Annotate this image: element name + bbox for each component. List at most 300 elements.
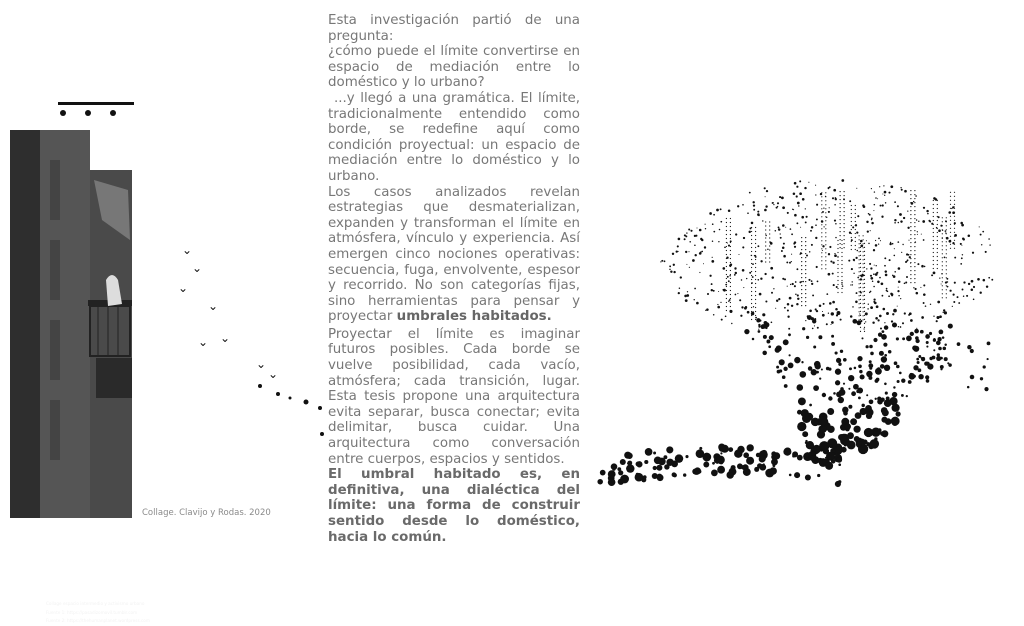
- dot: [728, 447, 733, 452]
- dot: [907, 210, 908, 211]
- dot: [855, 213, 856, 214]
- dot: [730, 218, 731, 219]
- dot: [787, 309, 789, 311]
- dot: [876, 265, 877, 266]
- dot: [863, 299, 864, 300]
- dot: [860, 311, 861, 312]
- collage-caption: Collage. Clavijo y Rodas. 2020: [142, 508, 271, 518]
- dot: [914, 190, 915, 191]
- dot: [686, 232, 687, 233]
- dot: [788, 333, 791, 336]
- dot: [813, 385, 819, 391]
- dot: [917, 263, 919, 265]
- text-column: [328, 13, 580, 545]
- dot: [848, 375, 854, 381]
- dot: [888, 295, 890, 297]
- dot: [769, 257, 770, 258]
- dot: [879, 315, 882, 318]
- dot: [862, 204, 864, 206]
- dot: [973, 286, 975, 288]
- dot: [930, 304, 931, 305]
- dot: [844, 423, 851, 430]
- dot: [825, 216, 826, 217]
- dot: [880, 205, 882, 207]
- dot: [769, 237, 770, 238]
- dot: [832, 273, 834, 275]
- dot: [916, 292, 919, 295]
- dot: [829, 207, 830, 208]
- dot: [754, 467, 759, 472]
- dot: [783, 255, 786, 258]
- dot: [806, 336, 809, 339]
- dot: [758, 330, 761, 333]
- dot: [873, 273, 875, 275]
- dot: [808, 279, 810, 281]
- dot: [946, 217, 947, 218]
- dot: [717, 304, 718, 305]
- dot: [884, 365, 890, 371]
- dot: [786, 261, 788, 263]
- dot: [933, 212, 934, 213]
- dot: [755, 235, 756, 236]
- dot: [968, 283, 970, 285]
- dot: [779, 369, 782, 372]
- dot: [789, 262, 791, 264]
- dot: [726, 282, 727, 283]
- dot: [844, 223, 845, 224]
- dot: [848, 388, 850, 390]
- dot: [778, 226, 780, 228]
- dot: [825, 200, 826, 201]
- dot: [910, 214, 911, 215]
- dot: [874, 437, 877, 440]
- dot: [882, 295, 884, 297]
- dot: [988, 277, 990, 279]
- dot: [664, 464, 669, 469]
- dot: [864, 303, 865, 304]
- dot: [924, 266, 926, 268]
- dot: [755, 287, 756, 288]
- dot: [801, 249, 802, 250]
- dot: [987, 358, 989, 360]
- dot: [726, 306, 727, 307]
- dot: [892, 392, 897, 397]
- dot: [926, 341, 929, 344]
- dot: [855, 225, 856, 226]
- dot: [933, 220, 934, 221]
- dot: [910, 250, 911, 251]
- dot: [728, 209, 731, 212]
- dot: [884, 354, 887, 357]
- dot: [954, 240, 955, 241]
- dot: [705, 228, 706, 229]
- dot: [942, 241, 943, 242]
- dot: [954, 248, 955, 249]
- dot: [769, 467, 776, 474]
- dot: [765, 237, 766, 238]
- dot: [666, 446, 673, 453]
- dot: [917, 361, 920, 364]
- dot: [901, 394, 904, 397]
- dot: [825, 220, 826, 221]
- dot: [751, 239, 752, 240]
- dot: [942, 253, 943, 254]
- dot: [689, 241, 691, 243]
- dot: [948, 324, 953, 329]
- dot: [718, 291, 719, 292]
- dot: [828, 211, 830, 213]
- dot: [873, 210, 874, 211]
- dot: [805, 245, 806, 246]
- dot: [855, 229, 856, 230]
- dot: [851, 213, 852, 214]
- dot: [817, 458, 821, 462]
- dot: [856, 188, 857, 189]
- dot: [951, 208, 952, 209]
- dot: [859, 235, 860, 236]
- dot: [916, 358, 919, 361]
- dot: [860, 291, 861, 292]
- dot: [626, 464, 634, 472]
- paragraph-text: Los casos analizados revelan estrategias que desmaterializan, expanden y transforman el límite en atmósfera, vínculo y experiencia. Así emergen cinco nociones operativas: secuencia, fuga, envolvente, espesor y recorrido. No son categorías fijas, sino herramientas para pensar y proyectar: [328, 184, 580, 325]
- dot: [910, 218, 911, 219]
- dot: [860, 295, 861, 296]
- dot: [954, 244, 955, 245]
- dot: [887, 290, 889, 292]
- dot: [910, 262, 911, 263]
- dot: [906, 276, 908, 278]
- dot: [782, 278, 784, 280]
- dot: [751, 259, 752, 260]
- dot: [898, 287, 899, 288]
- dot: [762, 351, 767, 356]
- dot: [914, 282, 915, 283]
- dot: [795, 293, 797, 295]
- dot: [801, 361, 803, 363]
- dot: [859, 279, 860, 280]
- dot: [910, 278, 911, 279]
- dot: [863, 295, 864, 296]
- dot: [793, 243, 795, 245]
- dot: [910, 270, 911, 271]
- dot: [910, 258, 911, 259]
- dot: [656, 465, 662, 471]
- dot: [910, 202, 911, 203]
- dot: [840, 247, 841, 248]
- dot: [822, 314, 825, 317]
- dot: [797, 202, 800, 205]
- dot: [796, 222, 798, 224]
- dot: [879, 277, 881, 279]
- dot: [982, 231, 984, 233]
- dot: [801, 285, 802, 286]
- dot: [802, 327, 805, 330]
- dot: [900, 220, 902, 222]
- dot: [942, 233, 943, 234]
- dot: [783, 367, 787, 371]
- dot: [907, 227, 909, 229]
- dot: [762, 313, 765, 316]
- dot: [755, 243, 756, 244]
- dot: [859, 247, 860, 248]
- dot: [858, 364, 862, 368]
- dot: [777, 206, 778, 207]
- dot: [816, 371, 819, 374]
- dot: [867, 308, 869, 310]
- dot: [877, 367, 880, 370]
- dot: [711, 283, 713, 285]
- dot: [765, 225, 766, 226]
- dot: [703, 263, 704, 264]
- dot: [918, 221, 919, 222]
- dot: [844, 227, 845, 228]
- dot: [726, 286, 727, 287]
- dot: [879, 351, 884, 356]
- dot: [970, 375, 975, 380]
- dot: [857, 215, 859, 217]
- dot: [914, 266, 915, 267]
- dot: [718, 241, 719, 242]
- dot: [901, 189, 903, 191]
- dot: [882, 204, 884, 206]
- dot: [841, 447, 847, 453]
- dot: [837, 240, 838, 241]
- dot: [918, 355, 921, 358]
- dot: [782, 247, 785, 250]
- dot: [780, 237, 782, 239]
- dot: [755, 251, 756, 252]
- dot: [842, 285, 844, 287]
- dot: [923, 293, 926, 296]
- dot: [885, 392, 888, 395]
- dot: [775, 347, 781, 353]
- dot: [734, 274, 736, 276]
- dot: [726, 234, 727, 235]
- dot: [847, 432, 854, 439]
- dot: [703, 462, 709, 468]
- dot: [685, 455, 688, 458]
- dot: [751, 243, 752, 244]
- dot: [794, 246, 796, 248]
- dot: [946, 297, 947, 298]
- dot: [721, 319, 723, 321]
- dot: [875, 398, 877, 400]
- dot: [805, 297, 806, 298]
- dot: [801, 265, 802, 266]
- dot: [791, 261, 792, 262]
- dot: [946, 245, 947, 246]
- dot: [730, 266, 731, 267]
- dot: [798, 397, 806, 405]
- dot: [840, 191, 841, 192]
- dot: [940, 365, 944, 369]
- dot: [672, 253, 674, 255]
- dot: [791, 305, 793, 307]
- dot: [937, 200, 938, 201]
- dot: [789, 354, 791, 356]
- dot: [991, 279, 993, 281]
- dot: [913, 346, 919, 352]
- dot: [828, 273, 831, 276]
- dot: [848, 260, 850, 262]
- decorative-dot: [85, 110, 91, 116]
- dot: [678, 238, 681, 241]
- dot: [755, 317, 757, 319]
- dot: [940, 357, 943, 360]
- dot: [600, 470, 606, 476]
- dot: [755, 263, 756, 264]
- dot: [746, 278, 747, 279]
- dot: [933, 248, 934, 249]
- dot: [717, 306, 720, 309]
- dot: [859, 271, 860, 272]
- dot: [945, 230, 947, 232]
- dot: [868, 213, 869, 214]
- dot: [914, 274, 915, 275]
- dot: [751, 255, 752, 256]
- dot: [704, 246, 706, 248]
- dot: [942, 285, 943, 286]
- dot: [834, 204, 836, 206]
- dot: [811, 283, 813, 285]
- dot: [864, 255, 865, 256]
- dot: [852, 306, 854, 308]
- dot: [780, 233, 781, 234]
- dot: [863, 328, 864, 329]
- dot: [811, 244, 813, 246]
- dot: [755, 255, 756, 256]
- dot: [679, 288, 680, 289]
- dot: [855, 241, 856, 242]
- dot: [908, 380, 912, 384]
- dot: [636, 461, 642, 467]
- dot: [875, 317, 878, 320]
- dot: [893, 275, 896, 278]
- dot: [684, 238, 686, 240]
- dot: [897, 380, 900, 383]
- dot: [980, 234, 982, 236]
- dot: [769, 241, 770, 242]
- dot: [769, 245, 770, 246]
- dot: [851, 241, 852, 242]
- dot: [729, 275, 731, 277]
- dot: [821, 196, 822, 197]
- dot: [730, 306, 731, 307]
- dot: [866, 413, 872, 419]
- dot: [851, 217, 852, 218]
- dot: [866, 221, 868, 223]
- dot: [776, 366, 779, 369]
- dot: [863, 251, 864, 252]
- dot: [805, 474, 811, 480]
- dot: [751, 319, 752, 320]
- dot: [692, 259, 695, 262]
- dot: [789, 297, 792, 300]
- dot: [894, 361, 898, 365]
- dot: [726, 238, 727, 239]
- dot: [722, 289, 724, 291]
- dot: [841, 268, 842, 269]
- dot: [933, 224, 934, 225]
- dot: [949, 290, 951, 292]
- dot: [730, 238, 731, 239]
- dot: [855, 233, 856, 234]
- dot: [939, 330, 944, 335]
- dot: [864, 263, 865, 264]
- dot: [885, 202, 886, 203]
- dot: [726, 218, 727, 219]
- dot: [742, 246, 744, 248]
- dot: [926, 379, 930, 383]
- dot: [855, 301, 858, 304]
- dot: [896, 337, 899, 340]
- dot: [829, 246, 831, 248]
- dot: [859, 299, 860, 300]
- dot: [916, 219, 918, 221]
- dot: [727, 276, 729, 278]
- dot: [825, 462, 833, 470]
- dot: [933, 236, 934, 237]
- dot: [676, 250, 678, 252]
- dot: [664, 260, 666, 262]
- dot: [776, 299, 778, 301]
- dot: [866, 345, 869, 348]
- dot: [837, 284, 838, 285]
- dot: [860, 275, 861, 276]
- dot: [863, 263, 864, 264]
- dot: [937, 236, 938, 237]
- dot: [686, 264, 687, 265]
- dot: [730, 298, 731, 299]
- dot: [713, 231, 715, 233]
- dot: [864, 275, 865, 276]
- dot: [950, 216, 951, 217]
- dot: [894, 222, 896, 224]
- dot: [933, 228, 934, 229]
- dot: [868, 304, 869, 305]
- dot: [720, 208, 722, 210]
- dot: [864, 247, 865, 248]
- dot: [933, 204, 934, 205]
- dot: [794, 214, 797, 217]
- dot: [794, 285, 796, 287]
- dot: [946, 289, 947, 290]
- dot: [779, 359, 785, 365]
- dot: [863, 271, 864, 272]
- dot: [877, 198, 878, 199]
- dot: [863, 255, 864, 256]
- dot: [946, 277, 947, 278]
- dot: [891, 417, 900, 426]
- dot: [859, 313, 860, 314]
- dot: [860, 251, 861, 252]
- dot: [735, 233, 737, 235]
- dot: [841, 240, 842, 241]
- dot: [757, 279, 759, 281]
- dot: [872, 321, 874, 323]
- dot: [763, 335, 767, 339]
- dot: [914, 250, 915, 251]
- dot: [806, 216, 808, 218]
- dot: [751, 271, 752, 272]
- dot: [877, 281, 880, 284]
- dot: [726, 274, 727, 275]
- dot: [933, 272, 935, 274]
- dot: [694, 288, 696, 290]
- dot: [801, 216, 804, 219]
- dot: [937, 204, 938, 205]
- dot: [822, 245, 824, 247]
